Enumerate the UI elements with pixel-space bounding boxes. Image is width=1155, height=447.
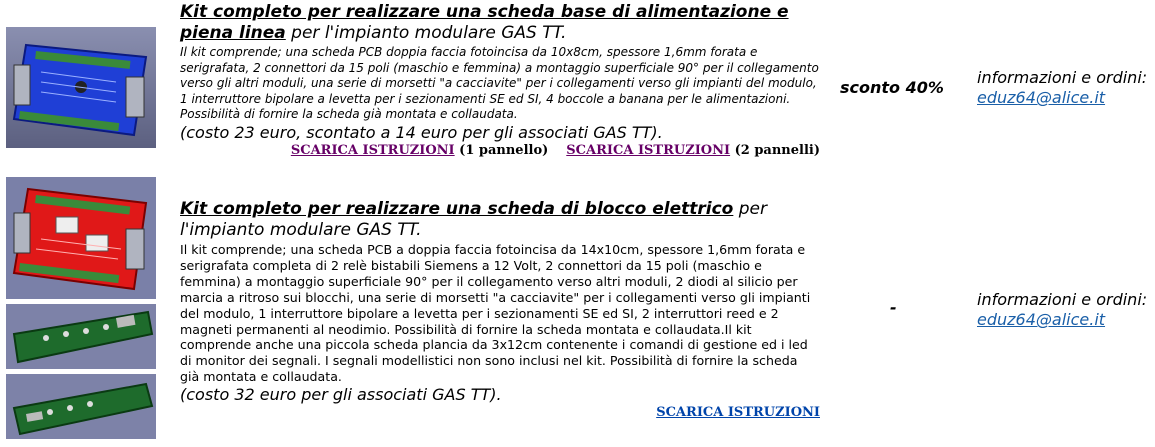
download-instructions-2-panels[interactable]: SCARICA ISTRUZIONI (566, 142, 731, 158)
download-links-1: SCARICA ISTRUZIONI (1 pannello) SCARICA ISTRUZIONI (2 pannelli) (290, 142, 820, 158)
contact-1 (977, 68, 1147, 108)
product-cost-1: (costo 23 euro, scontato a 14 euro per gli associati GAS TT). (180, 122, 663, 142)
product-image-red-pcb[interactable] (6, 177, 156, 299)
product-image-blue-pcb[interactable] (6, 27, 156, 148)
product-image-green-panel-2[interactable] (6, 374, 156, 439)
download-links-2 (180, 405, 820, 420)
product-cost-2: (costo 32 euro per gli associati GAS TT). (180, 385, 502, 405)
product-body-1: Il kit comprende; una scheda PCB doppia faccia fotoincisa da 10x8cm, spessore 1,6mm forata e serigrafata, 2 connettori da 15 poli (maschio e femmina) a montaggio superficiale 90° per il collegamento verso gli altri moduli, una serie di morsetti "a cacciavite" per i collegamenti verso gli impianti del modulo, 1 interruttore bipolare a levetta per i sezionamenti SE ed SI, 4 boccole a banana per le alimentazioni. Possibilità di fornire la scheda già montata e collaudata. (180, 45, 819, 122)
contact-label-2: informazioni e ordini: (977, 290, 1148, 309)
product-image-green-panel-1[interactable] (6, 304, 156, 369)
contact-2 (977, 290, 1147, 330)
discount-label-1: sconto 40% (840, 78, 944, 97)
discount-label-2: - (890, 298, 897, 317)
download-instructions[interactable]: SCARICA ISTRUZIONI (656, 405, 820, 421)
product-description-2 (180, 199, 820, 420)
email-link-1[interactable]: eduz64@alice.it (977, 88, 1106, 107)
download-instructions-1-panel[interactable]: SCARICA ISTRUZIONI (290, 142, 455, 158)
product-body-2: Il kit comprende; una scheda PCB a doppia faccia fotoincisa da 14x10cm, spessore 1,6mm forata e serigrafata completa di 2 relè bistabili Siemens a 12 Volt, 2 connettori da 15 poli (maschio e femmina) a montaggio superficiale 90° per il collegamento verso altri moduli, 2 diodi al silicio per marcia a ritroso sui blocchi, una serie di morsetti "a cacciavite" per i collegamenti verso gli impianti del modulo, 1 interruttore bipolare a levetta per i sezionamenti SE ed SI, 2 interruttori reed e 2 magneti permanenti al neodimio. Possibilità di fornire la scheda montata e collaudata.Il kit comprende anche una piccola scheda plancia da 3x12cm contenente i comandi di gestione ed i led di monitor dei segnali. I segnali modellistici non sono inclusi nel kit. Possibilità di fornire la scheda già montata e collaudata. (180, 242, 811, 385)
product-description-1 (180, 2, 820, 158)
product-title-2: Kit completo per realizzare una scheda di blocco elettrico per l'impianto modulare GAS TT. (180, 199, 767, 240)
email-link-2[interactable]: eduz64@alice.it (977, 310, 1106, 329)
product-title-1: Kit completo per realizzare una scheda base di alimentazione e piena linea per l'impianto modulare GAS TT. (180, 2, 789, 43)
contact-label-1: informazioni e ordini: (977, 68, 1148, 87)
